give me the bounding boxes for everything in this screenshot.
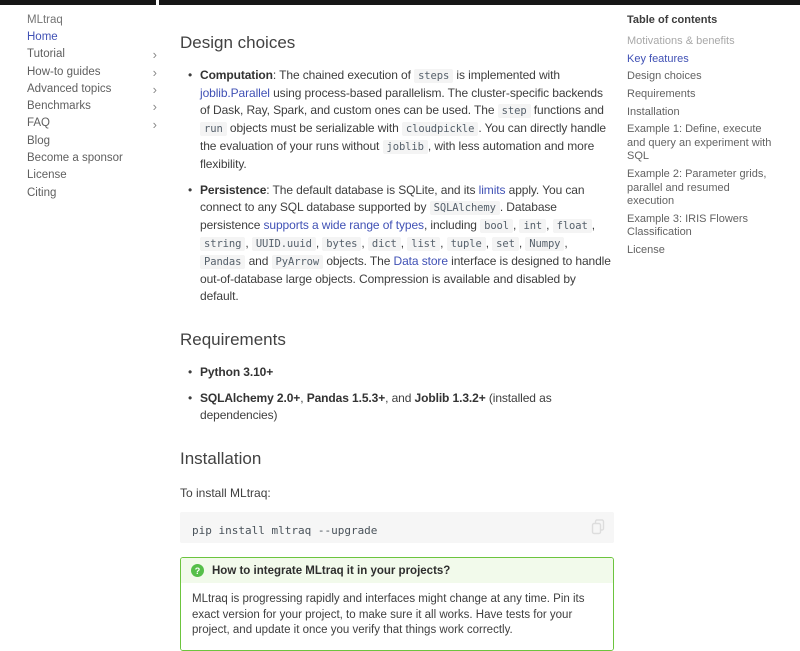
bullet-item: [188, 67, 614, 173]
sidebar-item-label: FAQ: [27, 117, 51, 130]
text: ,: [591, 218, 595, 232]
text: ,: [300, 391, 307, 405]
text: ,: [546, 218, 553, 232]
text: and: [245, 254, 272, 268]
chevron-right-icon: ›: [152, 82, 157, 98]
chevron-right-icon: ›: [152, 116, 157, 132]
sidebar-item-become-a-sponsor[interactable]: [27, 150, 157, 167]
toc-item-example-1-define-execute-and-query-an-experiment-with-sql[interactable]: Example 1: Define, execute and query an experiment with SQL: [627, 123, 772, 163]
top-strip-notch: [156, 0, 159, 5]
copy-icon[interactable]: [591, 519, 605, 535]
bold-text: Persistence: [200, 183, 267, 197]
question-mark-icon: ?: [191, 564, 204, 577]
inline-code: Pandas: [200, 255, 245, 269]
text: apply. You can connect to any SQL database supported by: [200, 183, 585, 214]
bold-text: Computation: [200, 68, 273, 82]
text: objects must be serializable with: [226, 121, 402, 135]
sidebar-item-advanced-topics[interactable]: [27, 81, 157, 98]
text: , including: [423, 218, 481, 232]
text: objects. The: [323, 254, 394, 268]
sidebar-item-benchmarks[interactable]: [27, 98, 157, 115]
text: ,: [440, 236, 447, 250]
sidebar-nav: [27, 29, 157, 202]
table-of-contents: [627, 12, 779, 262]
toc-item-example-2-parameter-grids-parallel-and-resumed-execution[interactable]: Example 2: Parameter grids, parallel and resumed execution: [627, 168, 767, 208]
inline-code: int: [519, 219, 546, 233]
main-content: [180, 26, 614, 651]
inline-code: tuple: [447, 237, 486, 251]
text: (installed as dependencies): [200, 391, 552, 422]
sidebar-item-blog[interactable]: [27, 133, 157, 150]
toc-item-motivations-benefits[interactable]: Motivations & benefits: [627, 35, 735, 47]
sidebar-item-label: Tutorial: [27, 48, 65, 61]
text: ,: [400, 236, 408, 250]
text: . You can directly handle the evaluation of your runs without: [200, 121, 606, 153]
text: ,: [518, 236, 526, 250]
sidebar-item-how-to-guides[interactable]: [27, 64, 157, 81]
chevron-right-icon: ›: [152, 47, 157, 63]
text: ,: [245, 236, 252, 250]
sidebar-item-label: License: [27, 169, 67, 182]
requirements-list: [180, 364, 614, 424]
text: ,: [564, 236, 568, 250]
toc-item-design-choices[interactable]: Design choices: [627, 70, 702, 83]
sidebar-item-label: Advanced topics: [27, 82, 112, 95]
text: interface is designed to handle out-of-database large objects. Compression is available and disabled by default.: [200, 254, 611, 303]
chevron-right-icon: ›: [152, 64, 157, 80]
text-link[interactable]: supports a wide range of types: [263, 218, 424, 232]
inline-code: dict: [368, 237, 401, 251]
question-admonition: [180, 557, 614, 651]
code-text: pip install mltraq --upgrade: [192, 524, 378, 537]
bullet-item: [188, 390, 614, 424]
heading-installation: Installation: [180, 449, 262, 468]
text-link[interactable]: limits: [478, 183, 506, 197]
text: functions and: [530, 103, 604, 117]
inline-code: joblib: [383, 140, 428, 154]
inline-code: float: [553, 219, 592, 233]
toc-item-key-features[interactable]: Key features: [627, 52, 689, 65]
sidebar-item-label: Home: [27, 31, 58, 43]
heading-requirements: Requirements: [180, 330, 286, 349]
toc-title: Table of contents: [627, 14, 718, 26]
text: : The default database is SQLite, and its: [266, 183, 479, 197]
install-intro: To install MLtraq:: [180, 486, 271, 500]
text: is implemented with: [453, 68, 560, 82]
bold-text: Pandas 1.5.3+: [306, 391, 386, 405]
bullet-item: [188, 182, 614, 305]
text: : The chained execution of: [272, 68, 415, 82]
browser-top-strip: [0, 0, 800, 5]
sidebar-item-label: Benchmarks: [27, 100, 91, 113]
sidebar-item-license[interactable]: [27, 167, 157, 184]
text: ,: [513, 218, 520, 232]
toc-item-installation[interactable]: Installation: [627, 105, 680, 118]
inline-code: Numpy: [525, 237, 564, 251]
bold-text: Joblib 1.3.2+: [414, 391, 486, 405]
text: , with less automation and more flexibility.: [200, 139, 595, 171]
sidebar-item-faq[interactable]: [27, 115, 157, 132]
admonition-body: MLtraq is progressing rapidly and interfaces might change at any time. Pin its exact version for your project, to make sure it all works. Have tests for your project, and update it once you verify that things work correctly.: [181, 583, 613, 650]
toc-item-requirements[interactable]: Requirements: [627, 88, 696, 101]
sidebar-item-label: Blog: [27, 134, 51, 147]
bold-text: SQLAlchemy 2.0+: [200, 391, 301, 405]
inline-code: list: [407, 237, 440, 251]
inline-code: bytes: [322, 237, 361, 251]
toc-nav: [627, 35, 779, 258]
code-block: [180, 512, 614, 543]
text-link[interactable]: Data store: [393, 254, 448, 268]
text: . Database persistence: [200, 200, 557, 232]
sidebar-item-label: How-to guides: [27, 65, 101, 78]
sidebar-item-label: Become a sponsor: [27, 152, 123, 165]
inline-code: step: [498, 104, 531, 118]
bullet-item: [188, 364, 614, 381]
toc-item-license[interactable]: License: [627, 244, 665, 256]
inline-code: SQLAlchemy: [430, 201, 500, 215]
heading-design-choices: Design choices: [180, 33, 296, 52]
text: ,: [485, 236, 493, 250]
inline-code: steps: [414, 69, 453, 83]
admonition-title: How to integrate MLtraq it in your projects?: [212, 564, 451, 577]
text: ,: [361, 236, 368, 250]
site-title: MLtraq: [27, 14, 63, 26]
text-link[interactable]: joblib.Parallel: [200, 86, 270, 100]
text: using process-based parallelism. The cluster-specific backends of Dask, Ray, Spark, and custom ones can be used. The: [200, 86, 603, 117]
sidebar-item-label: Citing: [27, 186, 57, 199]
left-sidebar: [27, 12, 157, 202]
inline-code: string: [200, 237, 245, 251]
bold-text: Python 3.10+: [200, 365, 274, 379]
inline-code: set: [492, 237, 519, 251]
inline-code: run: [200, 122, 227, 136]
inline-code: UUID.uuid: [252, 237, 316, 251]
chevron-right-icon: ›: [152, 99, 157, 115]
text: ,: [315, 236, 323, 250]
toc-item-example-3-iris-flowers-classification[interactable]: Example 3: IRIS Flowers Classification: [627, 212, 749, 239]
admonition-title-bar: [181, 558, 613, 583]
inline-code: bool: [480, 219, 513, 233]
sidebar-item-tutorial[interactable]: [27, 46, 157, 63]
inline-code: cloudpickle: [402, 122, 478, 136]
sidebar-item-home[interactable]: [27, 29, 157, 46]
inline-code: PyArrow: [272, 255, 324, 269]
design-choices-list: [180, 67, 614, 305]
text: , and: [385, 391, 415, 405]
sidebar-item-citing[interactable]: [27, 185, 157, 202]
